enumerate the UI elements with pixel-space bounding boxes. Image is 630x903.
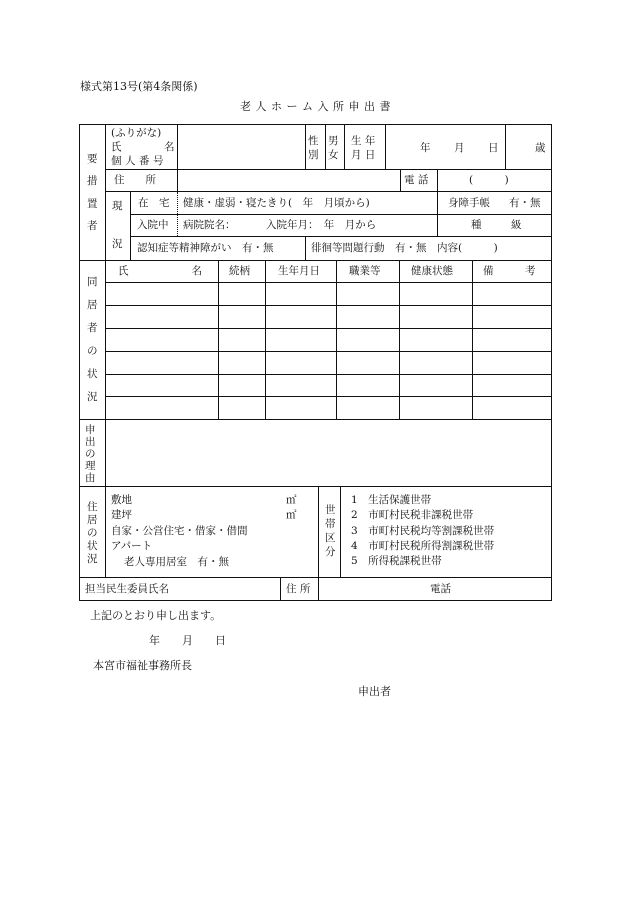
furigana-label: (ふりがな) xyxy=(111,127,162,139)
column-header-relation: 続柄 xyxy=(229,265,250,277)
commissioner-phone-label: 電話 xyxy=(430,583,451,595)
sex-value-male[interactable]: 男 xyxy=(328,135,339,147)
household-label-char: 区 xyxy=(325,532,336,544)
section-label-char: 居 xyxy=(87,299,98,311)
birth-label-1: 生 年 xyxy=(351,135,376,147)
apartment-label: アパート xyxy=(111,540,153,552)
section-label-char: 理 xyxy=(85,460,96,472)
section-label-char: 況 xyxy=(87,391,98,403)
section-label-char: 居 xyxy=(87,514,98,526)
floor-area-label: 建坪 xyxy=(111,509,132,521)
id-number-label: 個人番号 xyxy=(111,155,167,167)
housing-types[interactable]: 自家・公営住宅・借家・借間 xyxy=(111,525,248,537)
disability-label: 身障手帳 xyxy=(448,197,490,209)
birth-month-unit: 月 xyxy=(454,142,465,154)
hospital-name-label: 病院院名： xyxy=(183,219,236,231)
section-label-char: 況 xyxy=(87,553,98,565)
phone-paren: ( ) xyxy=(469,174,509,186)
at-home-value[interactable]: 健康・虚弱・寝たきり( 年 月頃から) xyxy=(183,197,370,209)
form-number: 様式第13号(第4条関係) xyxy=(80,80,198,93)
sex-value-female[interactable]: 女 xyxy=(328,149,339,161)
section-label-char: 住 xyxy=(87,501,98,513)
commissioner-name-label: 担当民生委員氏名 xyxy=(85,583,169,595)
status-label-2: 況 xyxy=(112,238,123,250)
section-label-char: の xyxy=(85,448,96,460)
household-option[interactable]: 4 市町村民税所得割課税世帯 xyxy=(351,540,495,552)
household-label-char: 世 xyxy=(325,504,336,516)
section-label-char: の xyxy=(87,345,98,357)
at-home-label: 在 宅 xyxy=(138,197,170,209)
page-title: 老人ホーム入所申出書 xyxy=(240,100,395,113)
site-area-label: 敷地 xyxy=(111,494,132,506)
age-unit: 歳 xyxy=(535,142,546,154)
column-header-birthdate: 生年月日 xyxy=(278,265,320,277)
sex-label-2: 別 xyxy=(308,149,319,161)
household-option[interactable]: 1 生活保護世帯 xyxy=(351,494,432,506)
section-label-char: 状 xyxy=(87,540,98,552)
site-area-unit: ㎡ xyxy=(286,494,297,506)
phone-label: 電 話 xyxy=(404,174,429,186)
name-label-2: 名 xyxy=(164,141,175,153)
section-label-char: 者 xyxy=(87,220,98,232)
household-label-char: 帯 xyxy=(325,518,336,530)
column-header-occupation: 職業等 xyxy=(349,265,381,277)
declaration-text: 上記のとおり申し出ます。 xyxy=(90,609,222,622)
household-option[interactable]: 2 市町村民税非課税世帯 xyxy=(351,509,474,521)
applicant-signature-label: 申出者 xyxy=(358,685,391,698)
recipient: 本宮市福祉事務所長 xyxy=(93,659,192,672)
section-label-char: の xyxy=(87,527,98,539)
status-label-1: 現 xyxy=(112,200,123,212)
household-option[interactable]: 5 所得税課税世帯 xyxy=(351,555,442,567)
section-label-char: 同 xyxy=(87,276,98,288)
section-label-char: 申 xyxy=(85,424,96,436)
hospital-date-label: 入院年月： 年 月から xyxy=(266,219,377,231)
reason-field[interactable] xyxy=(106,420,551,486)
household-label-char: 分 xyxy=(325,546,336,558)
elderly-housing[interactable]: 老人専用居室 有・無 xyxy=(124,556,229,568)
column-header-health: 健康状態 xyxy=(411,265,453,277)
grade-label-2: 級 xyxy=(511,219,522,231)
disability-value[interactable]: 有・無 xyxy=(509,197,541,209)
household-option[interactable]: 3 市町村民税均等割課税世帯 xyxy=(351,525,495,537)
name-label-1: 氏 xyxy=(111,141,122,153)
sex-label-1: 性 xyxy=(308,135,319,147)
dementia-field[interactable]: 認知症等精神障がい 有・無 xyxy=(137,242,274,254)
column-header-remarks: 備 考 xyxy=(483,265,536,277)
section-label-char: 出 xyxy=(85,436,96,448)
column-header-name: 氏 名 xyxy=(118,265,202,277)
address-label: 住 所 xyxy=(114,174,156,186)
date-line: 年 月 日 xyxy=(149,634,226,647)
birth-label-2: 月 日 xyxy=(351,149,376,161)
wandering-field[interactable]: 徘徊等問題行動 有・無 内容( ) xyxy=(311,242,498,254)
section-label-char: 由 xyxy=(85,472,96,484)
section-label-char: 措 xyxy=(87,175,98,187)
hospital-label: 入院中 xyxy=(137,219,169,231)
floor-area-unit: ㎡ xyxy=(286,509,297,521)
section-label-char: 者 xyxy=(87,322,98,334)
section-label-char: 置 xyxy=(87,198,98,210)
section-label-char: 要 xyxy=(87,153,98,165)
birth-day-unit: 日 xyxy=(488,142,499,154)
birth-year-unit: 年 xyxy=(420,142,431,154)
commissioner-address-label: 住 所 xyxy=(286,583,311,595)
grade-label-1: 種 xyxy=(471,219,482,231)
section-label-char: 状 xyxy=(87,368,98,380)
